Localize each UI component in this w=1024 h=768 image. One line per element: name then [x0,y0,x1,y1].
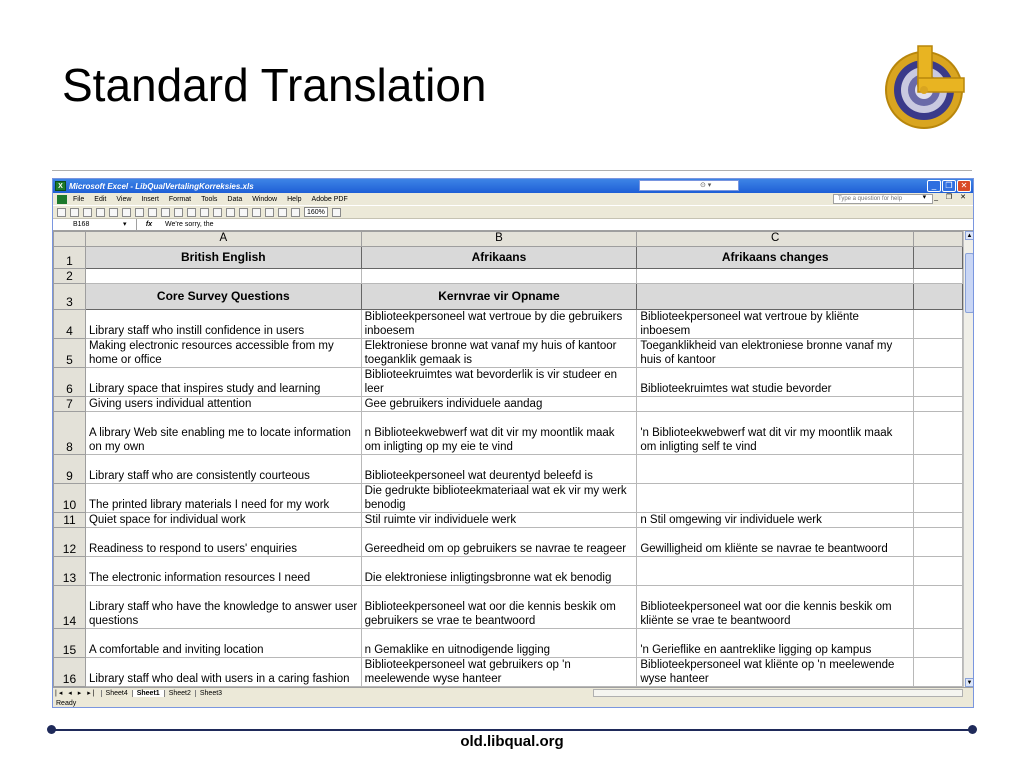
cell-b[interactable]: Biblioteekruimtes wat bevorderlik is vir studeer en leer [361,368,637,397]
cell-d[interactable] [914,397,963,412]
cell-c[interactable]: Afrikaans changes [637,247,914,269]
cell-d[interactable] [914,557,963,586]
tab-sheet2[interactable]: Sheet2 [164,690,195,697]
print-icon[interactable] [109,208,118,217]
menu-data[interactable]: Data [227,195,243,203]
table-row [54,397,963,412]
cell-c[interactable]: Biblioteekpersoneel wat vertroue by kliënte inboesem [637,310,914,339]
cell-a[interactable]: Library staff who are consistently courteous [85,455,361,484]
cell-b[interactable] [361,269,637,284]
formula-input[interactable]: We're sorry, the [165,221,214,228]
tab-sheet1[interactable]: Sheet1 [132,690,164,697]
menu-tools[interactable]: Tools [201,195,218,203]
cell-d[interactable] [914,455,963,484]
help-question-input[interactable]: Type a question for help [833,194,933,204]
open-icon[interactable] [70,208,79,217]
menu-insert[interactable]: Insert [141,195,159,203]
hyperlink-icon[interactable] [226,208,235,217]
cell-c[interactable]: n Stil omgewing vir individuele werk [637,513,914,528]
cell-c[interactable] [637,484,914,513]
scroll-up-icon[interactable]: ▲ [966,233,973,239]
menu-adobe-pdf[interactable]: Adobe PDF [311,195,348,203]
excel-window[interactable] [52,178,974,708]
row-header[interactable]: 9 [54,455,86,484]
cell-c[interactable] [637,284,914,310]
row-header[interactable]: 10 [54,484,86,513]
redo-icon[interactable] [213,208,222,217]
row-header[interactable]: 12 [54,528,86,557]
workbook-icon[interactable] [57,195,67,204]
table-row [54,247,963,269]
row-header[interactable]: 16 [54,658,86,687]
cell-b[interactable]: Afrikaans [361,247,637,269]
cell-b[interactable]: Die elektroniese inligtingsbronne wat ek benodig [361,557,637,586]
cell-c[interactable]: Biblioteekpersoneel wat oor die kennis beskik om kliënte se vrae te beantwoord [637,586,914,629]
cell-b[interactable]: n Biblioteekwebwerf wat dit vir my moontlik maak om inligting op my eie te vind [361,412,637,455]
cell-d[interactable] [914,339,963,368]
cell-d[interactable] [914,247,963,269]
cell-a[interactable]: Library staff who instill confidence in users [85,310,361,339]
scroll-down-icon[interactable]: ▼ [966,680,973,686]
table-row [54,455,963,484]
table-row [54,528,963,557]
sheet-tab-bar [53,687,974,698]
row-header[interactable]: 6 [54,368,86,397]
help-icon[interactable] [332,208,341,217]
row-header[interactable]: 1 [54,247,86,269]
cell-b[interactable]: Gereedheid om op gebruikers se navrae te reageer [361,528,637,557]
cell-c[interactable]: Toeganklikheid van elektroniese bronne vanaf my huis of kantoor [637,339,914,368]
cell-a[interactable]: Giving users individual attention [85,397,361,412]
table-row [54,557,963,586]
row-header[interactable]: 14 [54,586,86,629]
window-title: Microsoft Excel - LibQualVertalingKorreksies.xls [69,181,254,191]
cell-c[interactable]: Biblioteekruimtes wat studie bevorder [637,368,914,397]
column-header-b[interactable]: B [361,232,637,247]
cell-a[interactable]: A comfortable and inviting location [85,629,361,658]
cell-d[interactable] [914,412,963,455]
cell-c[interactable] [637,557,914,586]
menu-help[interactable]: Help [287,195,302,203]
cell-d[interactable] [914,658,963,687]
save-icon[interactable] [83,208,92,217]
window-titlebar[interactable] [53,179,973,193]
menu-window[interactable]: Window [252,195,278,203]
cell-d[interactable] [914,284,963,310]
cell-b[interactable]: n Gemaklike en uitnodigende ligging [361,629,637,658]
table-row [54,269,963,284]
table-row [54,339,963,368]
cell-a[interactable]: Library staff who deal with users in a caring fashion [85,658,361,687]
cell-c[interactable]: Gewilligheid om kliënte se navrae te beantwoord [637,528,914,557]
format-painter-icon[interactable] [187,208,196,217]
spreadsheet-table [53,231,963,687]
cell-b[interactable]: Stil ruimte vir individuele werk [361,513,637,528]
new-icon[interactable] [57,208,66,217]
table-row [54,484,963,513]
spelling-icon[interactable] [135,208,144,217]
cell-a[interactable]: Readiness to respond to users' enquiries [85,528,361,557]
row-header[interactable]: 2 [54,269,86,284]
cell-b[interactable]: Die gedrukte biblioteekmateriaal wat ek vir my werk benodig [361,484,637,513]
document-window-controls[interactable]: ▾ _ ❐ ✕ [922,194,969,201]
cell-b[interactable]: Gee gebruikers individuele aandag [361,397,637,412]
row-header[interactable]: 5 [54,339,86,368]
formula-bar [53,219,973,231]
cell-a[interactable]: Quiet space for individual work [85,513,361,528]
cell-a[interactable]: The electronic information resources I need [85,557,361,586]
cell-a[interactable]: A library Web site enabling me to locate information on my own [85,412,361,455]
menu-edit[interactable]: Edit [94,195,107,203]
cell-b[interactable]: Kernvrae vir Opname [361,284,637,310]
cell-a[interactable]: Making electronic resources accessible from my home or office [85,339,361,368]
cell-c[interactable]: 'n Gerieflike en aantreklike ligging op kampus [637,629,914,658]
cell-a[interactable]: Library staff who have the knowledge to answer user questions [85,586,361,629]
drawing-icon[interactable] [291,208,300,217]
cell-d[interactable] [914,586,963,629]
menu-bar [53,193,973,205]
menu-view[interactable]: View [116,195,132,203]
footer-divider [52,729,972,731]
minimize-button[interactable]: _ [927,180,941,192]
paste-icon[interactable] [174,208,183,217]
table-row [54,412,963,455]
cell-b[interactable]: Biblioteekpersoneel wat vertroue by die gebruikers inboesem [361,310,637,339]
cell-c[interactable] [637,455,914,484]
cell-c[interactable]: Biblioteekpersoneel wat kliënte op 'n meelewende wyse hanteer [637,658,914,687]
table-row [54,310,963,339]
name-box-value: B168 [73,221,90,228]
cell-b[interactable]: Biblioteekpersoneel wat oor die kennis beskik om gebruikers se vrae te beantwoord [361,586,637,629]
cell-b[interactable]: Elektroniese bronne wat vanaf my huis of kantoor toeganklik gemaak is [361,339,637,368]
row-header[interactable]: 15 [54,629,86,658]
status-bar: Ready [53,698,974,708]
column-header-d[interactable] [914,232,963,247]
print-preview-icon[interactable] [122,208,131,217]
vertical-scrollbar[interactable] [963,231,974,687]
table-row [54,513,963,528]
cell-a[interactable] [85,269,361,284]
cell-a[interactable]: Library space that inspires study and learning [85,368,361,397]
cell-b[interactable]: Biblioteekpersoneel wat gebruikers op 'n meelewende wyse hanteer [361,658,637,687]
undo-icon[interactable] [200,208,209,217]
sort-descending-icon[interactable] [265,208,274,217]
libqual-logo [872,38,972,138]
cell-c[interactable]: 'n Biblioteekwebwerf wat dit vir my moontlik maak om inligting self te vind [637,412,914,455]
tab-navigation-icons[interactable]: |◂ ◂ ▸ ▸| [55,690,97,697]
cell-a[interactable]: British English [85,247,361,269]
tab-sheet3[interactable]: Sheet3 [195,690,226,697]
menu-format[interactable]: Format [168,195,192,203]
tab-sheet4[interactable]: Sheet4 [101,690,132,697]
chevron-down-icon[interactable]: ▾ [123,221,127,228]
excel-icon: X [55,181,66,191]
column-header-a[interactable]: A [85,232,361,247]
table-row [54,586,963,629]
table-row [54,658,963,687]
restore-button[interactable]: ❐ [942,180,956,192]
footer-url: old.libqual.org [460,733,564,750]
cut-icon[interactable] [148,208,157,217]
cell-a[interactable]: The printed library materials I need for my work [85,484,361,513]
cell-c[interactable] [637,397,914,412]
cell-c[interactable] [637,269,914,284]
sort-ascending-icon[interactable] [252,208,261,217]
row-header[interactable]: 7 [54,397,86,412]
menu-file[interactable]: File [73,195,85,203]
table-row [54,368,963,397]
worksheet-grid[interactable] [53,231,963,687]
horizontal-scrollbar[interactable] [593,689,963,697]
cell-d[interactable] [914,528,963,557]
row-header[interactable]: 8 [54,412,86,455]
table-row [54,284,963,310]
column-header-c[interactable]: C [637,232,914,247]
permission-icon[interactable] [96,208,105,217]
select-all-corner[interactable] [54,232,86,247]
cell-d[interactable] [914,368,963,397]
chart-wizard-icon[interactable] [278,208,287,217]
page-title: Standard Translation [62,59,487,111]
table-row [54,629,963,658]
cell-d[interactable] [914,269,963,284]
close-button[interactable]: ✕ [957,180,971,192]
zoom-select[interactable]: 160% [304,207,328,217]
scroll-thumb[interactable] [965,253,974,313]
name-box[interactable] [53,219,137,230]
row-header[interactable]: 13 [54,557,86,586]
row-header[interactable]: 11 [54,513,86,528]
cell-d[interactable] [914,629,963,658]
copy-icon[interactable] [161,208,170,217]
row-header[interactable]: 3 [54,284,86,310]
titlebar-field[interactable]: ⊙ ▾ [639,180,739,191]
cell-a[interactable]: Core Survey Questions [85,284,361,310]
function-icon[interactable]: fx [145,221,153,228]
cell-d[interactable] [914,310,963,339]
row-header[interactable]: 4 [54,310,86,339]
cell-d[interactable] [914,513,963,528]
cell-d[interactable] [914,484,963,513]
standard-toolbar [53,205,973,219]
title-divider [52,170,972,171]
cell-b[interactable]: Biblioteekpersoneel wat deurentyd beleefd is [361,455,637,484]
autosum-icon[interactable] [239,208,248,217]
